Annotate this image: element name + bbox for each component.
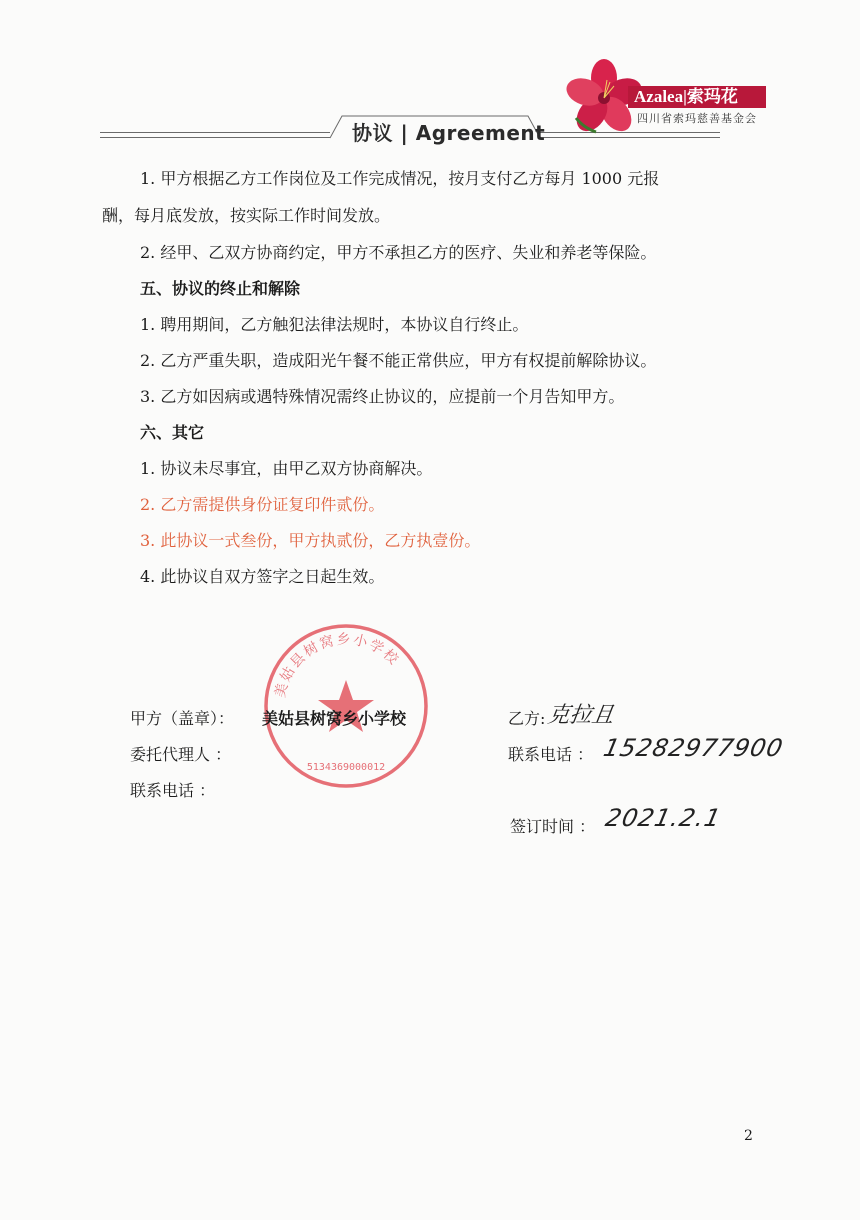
phone-a-label: 联系电话 ： xyxy=(130,781,216,800)
logo-brand: Azalea|索玛花 xyxy=(628,86,766,108)
clause-5-2: 2. 乙方严重失职，造成阳光午餐不能正常供应，甲方有权提前解除协议。 xyxy=(140,351,657,370)
section-6-heading: 六、其它 xyxy=(140,423,205,442)
header-title: 协议 | Agreement xyxy=(352,121,546,145)
clause-6-1: 1. 协议未尽事宜，由甲乙双方协商解决。 xyxy=(140,459,433,478)
party-a-label: 甲方（盖章）： xyxy=(130,709,235,728)
date-value: 2021.2.1 xyxy=(603,804,724,832)
clause-4-1-line-1: 1. 甲方根据乙方工作岗位及工作完成情况，按月支付乙方每月 1000 元报 xyxy=(140,169,660,188)
date-label: 签订时间 ： xyxy=(510,817,596,836)
clause-4-2: 2. 经甲、乙双方协商约定，甲方不承担乙方的医疗、失业和养老等保险。 xyxy=(140,243,657,262)
section-5-heading: 五、协议的终止和解除 xyxy=(140,279,301,298)
clause-6-3: 3. 此协议一式叁份，甲方执贰份，乙方执壹份。 xyxy=(140,531,481,550)
clause-6-2: 2. 乙方需提供身份证复印件贰份。 xyxy=(140,495,385,514)
phone-b-value: 15282977900 xyxy=(601,734,786,762)
party-b-signature: 克拉且 xyxy=(545,703,616,728)
clause-5-1: 1. 聘用期间，乙方触犯法律法规时，本协议自行终止。 xyxy=(140,315,529,334)
party-a-name: 美姑县树窝乡小学校 xyxy=(262,709,407,728)
seal-number: 5134369000012 xyxy=(306,762,386,773)
svg-text:美姑县树窝乡小学校 xyxy=(272,632,403,699)
agent-label: 委托代理人 ： xyxy=(130,745,232,764)
party-b-label: 乙方: xyxy=(508,709,546,728)
clause-4-1-line-2: 酬，每月底发放，按实际工作时间发放。 xyxy=(102,206,391,225)
page-number: 2 xyxy=(744,1128,753,1144)
clause-5-3: 3. 乙方如因病或遇特殊情况需终止协议的，应提前一个月告知甲方。 xyxy=(140,387,625,406)
phone-b-label: 联系电话 ： xyxy=(508,745,594,764)
clause-6-4: 4. 此协议自双方签字之日起生效。 xyxy=(140,567,385,586)
logo-subtitle: 四川省索玛慈善基金会 xyxy=(637,112,757,125)
azalea-logo xyxy=(566,58,766,138)
seal-ring-text: 美姑县树窝乡小学校 xyxy=(272,631,403,700)
